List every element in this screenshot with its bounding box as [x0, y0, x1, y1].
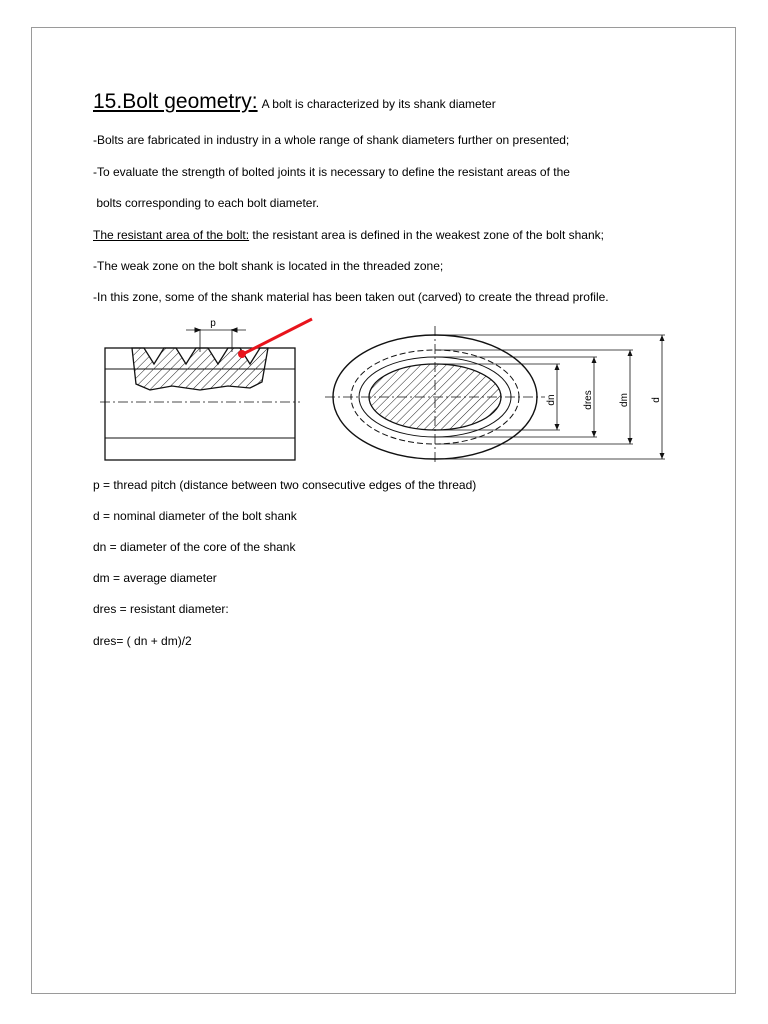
heading-subtitle: A bolt is characterized by its shank diameter [261, 97, 496, 111]
section-heading [93, 90, 496, 114]
thread-profile [132, 348, 268, 390]
red-arrow [238, 319, 312, 358]
paragraph: -In this zone, some of the shank material has been taken out (carved) to create the thread profile. [93, 290, 609, 304]
paragraph: -The weak zone on the bolt shank is located in the threaded zone; [93, 259, 444, 273]
dim-label-dm: dm [619, 393, 630, 407]
resistant-area-line [93, 228, 604, 242]
paragraph: -To evaluate the strength of bolted joints it is necessary to define the resistant areas of the [93, 165, 570, 179]
cross-section [325, 326, 665, 462]
definition: dm = average diameter [93, 571, 217, 585]
definition: p = thread pitch (distance between two consecutive edges of the thread) [93, 478, 477, 492]
paragraph: -Bolts are fabricated in industry in a whole range of shank diameters further on presented; [93, 133, 570, 147]
definition: dres = resistant diameter: [93, 602, 229, 616]
resistant-area-text: the resistant area is defined in the weakest zone of the bolt shank; [249, 228, 604, 242]
pitch-label: p [210, 318, 216, 329]
definition: dn = diameter of the core of the shank [93, 540, 296, 554]
dim-label-dres: dres [583, 390, 594, 410]
definition: d = nominal diameter of the bolt shank [93, 509, 297, 523]
dim-label-dn: dn [546, 394, 557, 406]
heading-title: 15.Bolt geometry: [93, 90, 258, 113]
side-view [100, 328, 300, 460]
bolt-thread-figure [100, 312, 680, 462]
formula: dres= ( dn + dm)/2 [93, 634, 192, 648]
dim-label-d: d [651, 397, 662, 403]
paragraph: bolts corresponding to each bolt diameter. [93, 196, 320, 210]
resistant-area-label: The resistant area of the bolt: [93, 228, 250, 242]
